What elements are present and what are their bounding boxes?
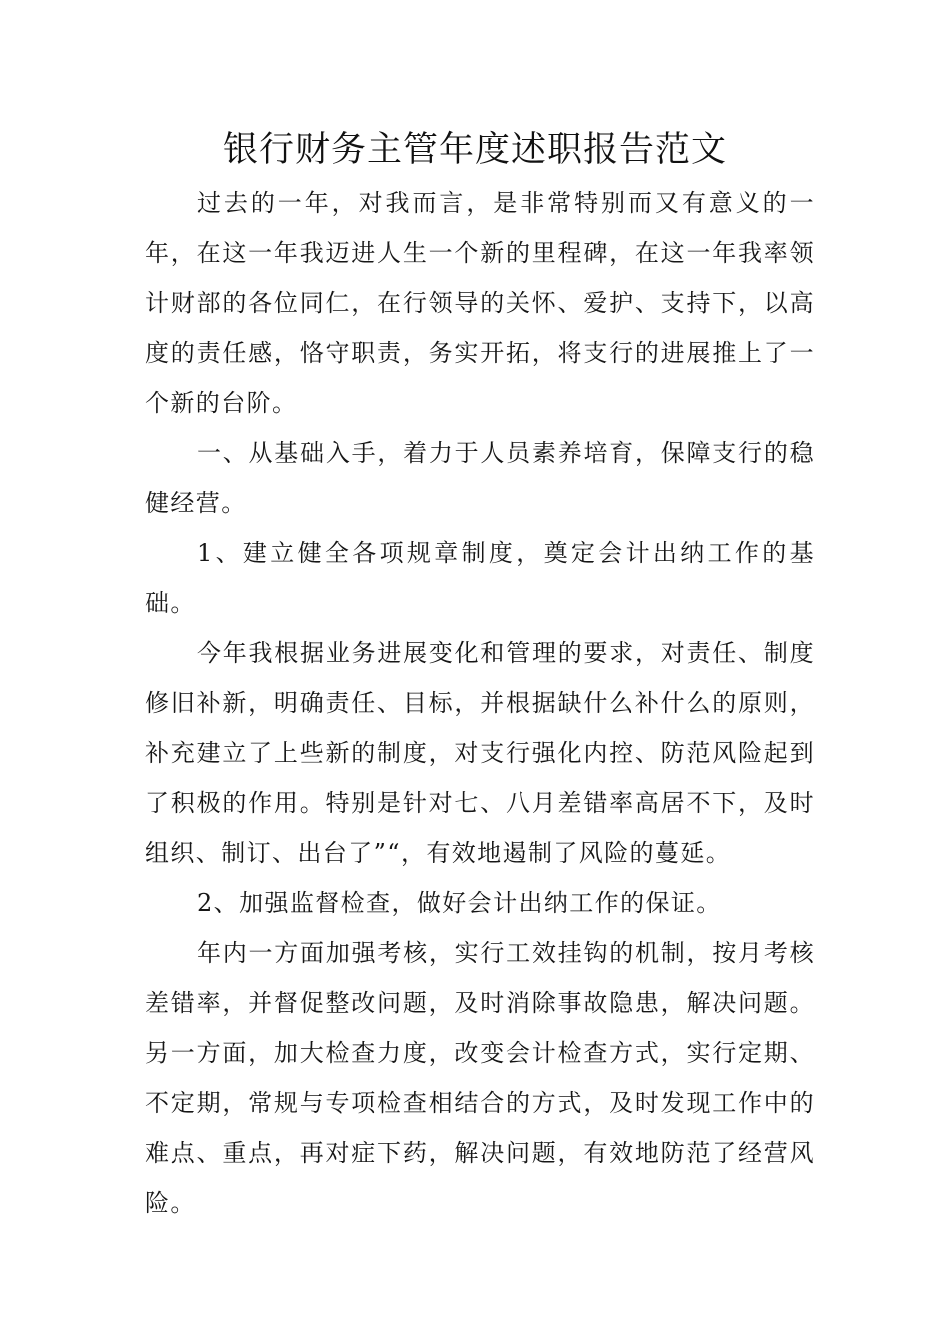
document-title: 银行财务主管年度述职报告范文	[222, 130, 727, 170]
paragraph-intro: 过去的一年，对我而言，是非常特别而又有意义的一年，在这一年我迈进人生一个新的里程碑，在这一年我率领计财部的各位同仁，在行领导的关怀、爱护、支持下，以高度的责任感，恪守职责，务实开拓，将支行的进展推上了一个新的台阶。	[145, 189, 815, 417]
section-heading-1: 一、从基础入手，着力于人员素养培育，保障支行的稳健经营。	[145, 439, 815, 517]
paragraph-rules: 今年我根据业务进展变化和管理的要求，对责任、制度修旧补新，明确责任、目标，并根据缺什么补什么的原则，补充建立了上些新的制度，对支行强化内控、防范风险起到了积极的作用。特别是针对七、八月差错率高居不下，及时组织、制订、出台了”“，有效地遏制了风险的蔓延。	[145, 639, 815, 867]
document-body	[145, 178, 815, 1228]
paragraph-supervision: 年内一方面加强考核，实行工效挂钩的机制，按月考核差错率，并督促整改问题，及时消除事故隐患，解决问题。另一方面，加大检查力度，改变会计检查方式，实行定期、不定期，常规与专项检查相结合的方式，及时发现工作中的难点、重点，再对症下药，解决问题，有效地防范了经营风险。	[145, 939, 815, 1217]
subheading-2: 2、加强监督检查，做好会计出纳工作的保证。	[197, 889, 722, 917]
subheading-1: 1、建立健全各项规章制度，奠定会计出纳工作的基础。	[145, 539, 815, 617]
